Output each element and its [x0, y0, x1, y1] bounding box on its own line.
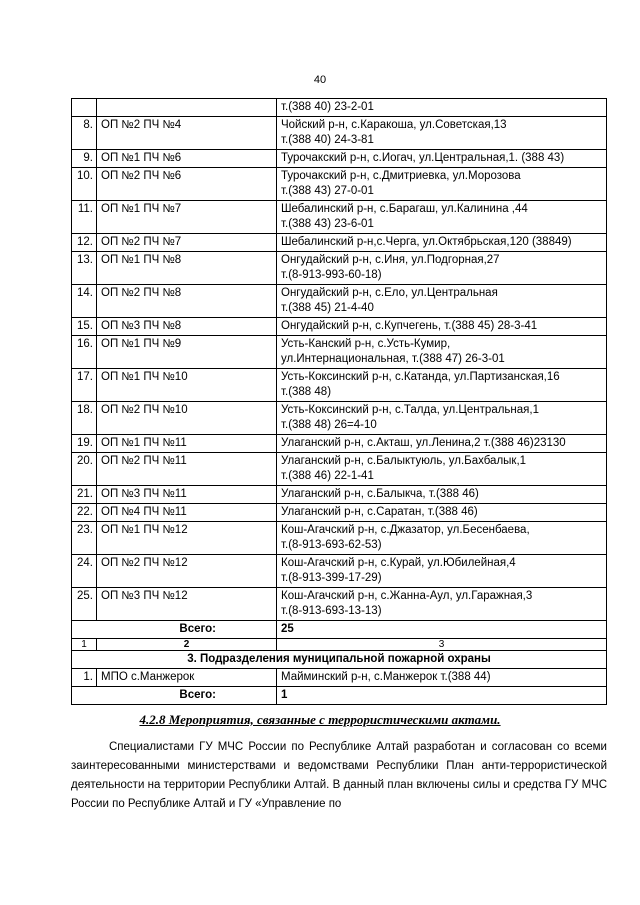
body-paragraph [71, 738, 607, 814]
table-row [72, 117, 607, 150]
unit-name: ОП №1 ПЧ №6 [97, 150, 277, 168]
unit-name: ОП №2 ПЧ №11 [97, 453, 277, 486]
unit-name [97, 99, 277, 117]
unit-address [277, 435, 607, 453]
page-number: 40 [313, 74, 327, 86]
address-line: Кош-Агачский р-н, с.Курай, ул.Юбилейная,4 [281, 557, 516, 569]
unit-name: ОП №2 ПЧ №8 [97, 285, 277, 318]
address-line: т.(8-913-693-13-13) [281, 605, 382, 617]
row-number: 1. [72, 669, 97, 687]
municipal-units-rows [72, 669, 607, 687]
table-row [72, 201, 607, 234]
address-line: Майминский р-н, с.Манжерок т.(388 44) [281, 671, 491, 683]
row-number: 25. [72, 588, 97, 621]
table-row [72, 453, 607, 486]
unit-address [277, 453, 607, 486]
unit-name: ОП №3 ПЧ №12 [97, 588, 277, 621]
address-line: Онгудайский р-н, с.Купчегень, т.(388 45) 28-3-41 [281, 320, 538, 332]
address-line: Усть-Канский р-н, с.Усть-Кумир, [281, 338, 451, 350]
total-value: 25 [277, 621, 607, 639]
row-number: 9. [72, 150, 97, 168]
unit-name: ОП №2 ПЧ №12 [97, 555, 277, 588]
unit-address [277, 588, 607, 621]
table-row [72, 588, 607, 621]
row-number: 21. [72, 486, 97, 504]
unit-name: ОП №2 ПЧ №10 [97, 402, 277, 435]
table-row [72, 504, 607, 522]
address-line: Улаганский р-н, с.Акташ, ул.Ленина,2 т.(388 46)23130 [281, 437, 566, 449]
address-line: Турочакский р-н, с.Иогач, ул.Центральная,1. (388 43) [281, 152, 565, 164]
unit-address [277, 285, 607, 318]
table-row [72, 234, 607, 252]
row-number: 16. [72, 336, 97, 369]
section-heading: 4.2.8 Мероприятия, связанные с террористическими актами. [139, 712, 501, 727]
address-line: Кош-Агачский р-н, с.Жанна-Аул, ул.Гаражная,3 [281, 590, 533, 602]
address-line: Турочакский р-н, с.Дмитриевка, ул.Морозова [281, 170, 521, 182]
unit-name: ОП №1 ПЧ №10 [97, 369, 277, 402]
section-3-title-row [72, 651, 607, 669]
unit-name: ОП №1 ПЧ №12 [97, 522, 277, 555]
section-3-title: 3. Подразделения муниципальной пожарной охраны [72, 651, 607, 669]
unit-address [277, 150, 607, 168]
address-line: т.(388 45) 21-4-40 [281, 302, 374, 314]
address-line: Онгудайский р-н, с.Ело, ул.Центральная [281, 287, 498, 299]
address-line: т.(388 48) [281, 386, 332, 398]
table-row [72, 486, 607, 504]
unit-name: ОП №2 ПЧ №6 [97, 168, 277, 201]
table-row [72, 318, 607, 336]
row-number: 24. [72, 555, 97, 588]
address-line: Улаганский р-н, с.Балыктуюль, ул.Бахбалык,1 [281, 455, 527, 467]
row-number: 13. [72, 252, 97, 285]
total-row-2 [72, 687, 607, 705]
row-number: 22. [72, 504, 97, 522]
row-number: 17. [72, 369, 97, 402]
total-label: Всего: [72, 621, 277, 639]
table-row [72, 369, 607, 402]
address-line: Улаганский р-н, с.Саратан, т.(388 46) [281, 506, 478, 518]
unit-name: ОП №3 ПЧ №8 [97, 318, 277, 336]
table-row [72, 168, 607, 201]
unit-address [277, 168, 607, 201]
fire-units-table [71, 98, 607, 705]
unit-address [277, 234, 607, 252]
address-line: т.(8-913-693-62-53) [281, 539, 382, 551]
address-line: Чойский р-н, с.Каракоша, ул.Советская,13 [281, 119, 507, 131]
address-line: т.(8-913-399-17-29) [281, 572, 382, 584]
unit-address [277, 402, 607, 435]
unit-address [277, 486, 607, 504]
unit-name: ОП №1 ПЧ №8 [97, 252, 277, 285]
total-row-1 [72, 621, 607, 639]
table-row [72, 285, 607, 318]
address-line: Кош-Агачский р-н, с.Джазатор, ул.Бесенбаева, [281, 524, 530, 536]
unit-address [277, 369, 607, 402]
unit-address [277, 318, 607, 336]
unit-address [277, 669, 607, 687]
address-line: т.(388 43) 27-0-01 [281, 185, 374, 197]
total-label: Всего: [72, 687, 277, 705]
row-number: 18. [72, 402, 97, 435]
unit-name: ОП №3 ПЧ №11 [97, 486, 277, 504]
address-line: т.(388 46) 22-1-41 [281, 470, 374, 482]
table-row [72, 669, 607, 687]
row-number: 15. [72, 318, 97, 336]
unit-name: ОП №1 ПЧ №9 [97, 336, 277, 369]
unit-name: МПО с.Манжерок [97, 669, 277, 687]
table-row [72, 555, 607, 588]
total-value: 1 [277, 687, 607, 705]
address-line: т.(388 40) 23-2-01 [281, 101, 374, 113]
address-line: т.(8-913-993-60-18) [281, 269, 382, 281]
fire-units-rows [72, 99, 607, 621]
table-row [72, 435, 607, 453]
address-line: Шебалинский р-н,с.Черга, ул.Октябрьская,120 (38849) [281, 236, 572, 248]
column-number-1: 1 [72, 639, 97, 651]
row-number: 8. [72, 117, 97, 150]
unit-address [277, 99, 607, 117]
row-number: 19. [72, 435, 97, 453]
unit-address [277, 117, 607, 150]
unit-address [277, 555, 607, 588]
address-line: Улаганский р-н, с.Балыкча, т.(388 46) [281, 488, 479, 500]
unit-address [277, 201, 607, 234]
row-number: 12. [72, 234, 97, 252]
unit-name: ОП №1 ПЧ №11 [97, 435, 277, 453]
row-number [72, 99, 97, 117]
paragraph-text: Специалистами ГУ МЧС России по Республике Алтай разработан и согласован со всеми заинтересованными министерствами и ведомствами Республики План анти-террористической деятельности на территории Республики Алтай. В данный план включены силы и средства ГУ МЧС России по Республике Алтай и ГУ «Управление по [71, 741, 607, 810]
table-row [72, 522, 607, 555]
unit-address [277, 522, 607, 555]
address-line: т.(388 48) 26=4-10 [281, 419, 377, 431]
unit-name: ОП №2 ПЧ №7 [97, 234, 277, 252]
address-line: ул.Интернациональная, т.(388 47) 26-3-01 [281, 353, 505, 365]
table-row [72, 252, 607, 285]
address-line: т.(388 40) 24-3-81 [281, 134, 374, 146]
column-numbers-row [72, 639, 607, 651]
address-line: Усть-Коксинский р-н, с.Талда, ул.Центральная,1 [281, 404, 539, 416]
address-line: Усть-Коксинский р-н, с.Катанда, ул.Партизанская,16 [281, 371, 560, 383]
column-number-3: 3 [277, 639, 607, 651]
unit-address [277, 336, 607, 369]
unit-name: ОП №4 ПЧ №11 [97, 504, 277, 522]
row-number: 23. [72, 522, 97, 555]
table-row [72, 150, 607, 168]
row-number: 14. [72, 285, 97, 318]
unit-address [277, 504, 607, 522]
unit-name: ОП №2 ПЧ №4 [97, 117, 277, 150]
row-number: 10. [72, 168, 97, 201]
unit-address [277, 252, 607, 285]
table-row [72, 402, 607, 435]
address-line: Онгудайский р-н, с.Иня, ул.Подгорная,27 [281, 254, 500, 266]
unit-name: ОП №1 ПЧ №7 [97, 201, 277, 234]
column-number-2: 2 [97, 639, 277, 651]
table-row [72, 336, 607, 369]
row-number: 11. [72, 201, 97, 234]
address-line: т.(388 43) 23-6-01 [281, 218, 374, 230]
table-row [72, 99, 607, 117]
address-line: Шебалинский р-н, с.Барагаш, ул.Калинина ,44 [281, 203, 528, 215]
row-number: 20. [72, 453, 97, 486]
